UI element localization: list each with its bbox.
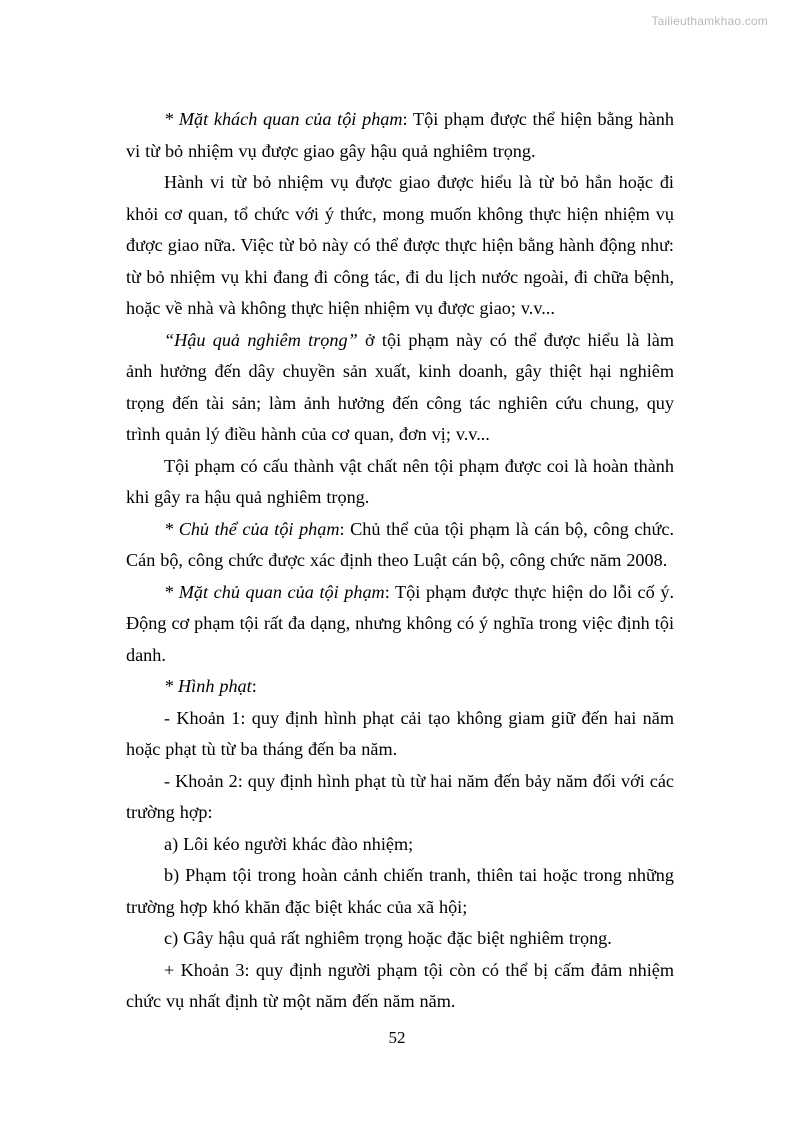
paragraph [126,325,674,451]
paragraph-text: + Khoản 3: quy định người phạm tội còn có thể bị cấm đảm nhiệm chức vụ nhất định từ một năm đến năm năm. [126,959,674,1011]
paragraph-text: : [251,676,257,696]
paragraph [126,104,674,167]
paragraph-text: Hành vi từ bỏ nhiệm vụ được giao được hiểu là từ bỏ hẳn hoặc đi khỏi cơ quan, tổ chức với ý thức, mong muốn không thực hiện nhiệm vụ được giao nữa. Việc từ bỏ này có thể được thực hiện bằng hành động như: từ bỏ nhiệm vụ khi đang đi công tác, đi du lịch nước ngoài, đi chữa bệnh, hoặc về nhà và không thực hiện nhiệm vụ được giao; v.v... [126,172,674,318]
paragraph [126,514,674,577]
paragraph [126,860,674,923]
paragraph-text: c) Gây hậu quả rất nghiêm trọng hoặc đặc biệt nghiêm trọng. [164,928,612,948]
paragraph-text: - Khoản 2: quy định hình phạt tù từ hai năm đến bảy năm đối với các trường hợp: [126,770,674,822]
paragraph-text: : Tội phạm được thể hiện bằng hành vi từ bỏ nhiệm vụ được giao gây hậu quả nghiêm trọng. [126,109,674,161]
paragraph-text: : Tội phạm được thực hiện do lỗi cố ý. Động cơ phạm tội rất đa dạng, nhưng không có ý nghĩa trong việc định tội danh. [126,581,674,665]
paragraph [126,955,674,1018]
paragraph-text: : Chủ thể của tội phạm là cán bộ, công chức. Cán bộ, công chức được xác định theo Luật cán bộ, công chức năm 2008. [126,518,674,570]
paragraph-italic-lead: * Hình phạt [164,676,252,696]
paragraph-italic-lead: * Mặt khách quan của tội phạm [164,109,403,129]
paragraph [126,923,674,955]
paragraph-italic-lead: “Hậu quả nghiêm trọng” [164,329,358,350]
paragraph [126,577,674,672]
paragraph [126,451,674,514]
paragraph-text: Tội phạm có cấu thành vật chất nên tội phạm được coi là hoàn thành khi gây ra hậu quả nghiêm trọng. [126,455,674,507]
watermark-label: Tailieuthamkhao.com [651,14,768,28]
paragraph [126,766,674,829]
paragraph-text: - Khoản 1: quy định hình phạt cải tạo không giam giữ đến hai năm hoặc phạt tù từ ba tháng đến ba năm. [126,707,674,759]
paragraph [126,671,674,703]
paragraph [126,167,674,325]
paragraph [126,829,674,861]
paragraph [126,703,674,766]
page-number: 52 [388,1028,406,1047]
paragraph-text: b) Phạm tội trong hoàn cảnh chiến tranh, thiên tai hoặc trong những trường hợp khó khăn đặc biệt khác của xã hội; [126,865,674,917]
paragraph-text: ở tội phạm này có thể được hiểu là làm ảnh hưởng đến dây chuyền sản xuất, kinh doanh, gây thiệt hại nghiêm trọng đến tài sản; làm ảnh hưởng đến công tác nghiên cứu chung, quy trình quản lý điều hành của cơ quan, đơn vị; v.v... [126,329,674,444]
paragraph-italic-lead: * Mặt chủ quan của tội phạm [164,581,385,602]
paragraph-text: a) Lôi kéo người khác đào nhiệm; [164,833,414,854]
paragraph-italic-lead: * Chủ thể của tội phạm [164,518,340,539]
document-body [126,104,674,1018]
